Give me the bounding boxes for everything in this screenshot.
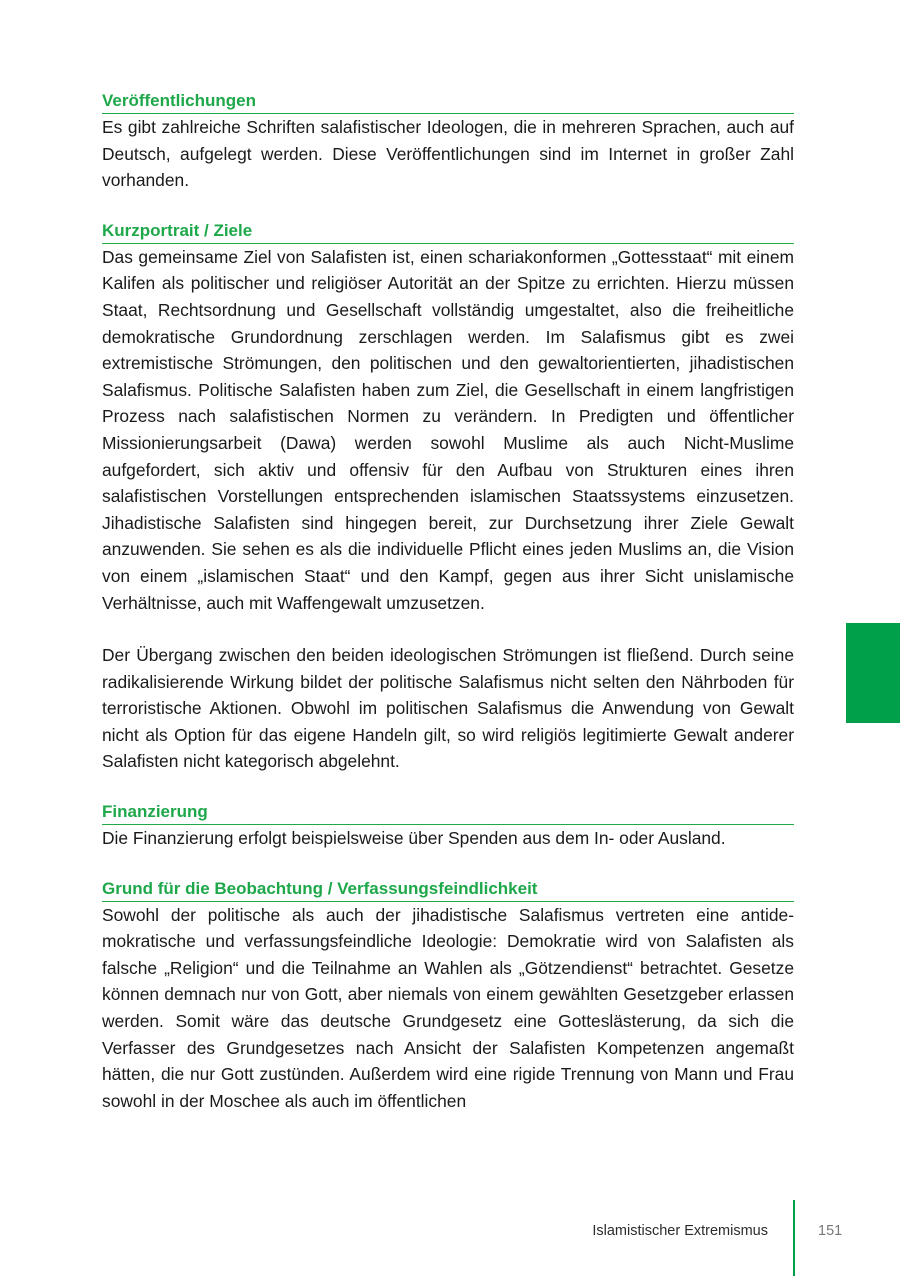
page-number: 151	[818, 1223, 843, 1239]
section-paragraph: Der Übergang zwischen den beiden ideologischen Strömungen ist fließend. Durch seine radikalisierende Wirkung bildet der politische Salafismus nicht selten den Nährboden für terroristische Aktionen. Obwohl im politischen Salafismus die Anwendung von Gewalt nicht als Option für das eigene Handeln gilt, so wird religiös legitimierte Gewalt anderer Salafisten nicht kategorisch abgelehnt.	[102, 645, 794, 772]
section-finanzierung	[102, 801, 794, 852]
section-paragraph: Es gibt zahlreiche Schriften salafistischer Ideologen, die in mehreren Sprachen, auch auf Deutsch, aufgelegt werden. Diese Veröffentlichungen sind im Internet in großer Zahl vorhanden.	[102, 117, 794, 191]
section-paragraph: Das gemeinsame Ziel von Salafisten ist, einen schariakonformen „Gottesstaat“ mit einem Kalifen als politischer und religiöser Autorität an der Spitze zu errichten. Hierzu müssen Staat, Rechtsordnung und Gesellschaft vollständig umgestaltet, also die freiheitliche demokratische Grundordnung zerschlagen werden. Im Salafismus gibt es zwei extremistische Strömungen, den politischen und den gewaltorientierten, jihadistischen Salafismus. Politische Salafisten haben zum Ziel, die Gesellschaft in einem langfristigen Prozess nach salafistischen Normen zu verändern. In Predigten und öffentlicher Missionierungsarbeit (Dawa) werden sowohl Muslime als auch Nicht-Muslime aufgefordert, sich aktiv und offensiv für den Aufbau von Strukturen eines ihren salafistischen Vorstellungen entsprechenden islamischen Staatssystems einzusetzen. Jihadistische Salafisten sind hingegen bereit, zur Durchsetzung ihrer Ziele Gewalt anzuwenden. Sie sehen es als die individuelle Pflicht eines jeden Muslims an, die Vision von einem „islamischen Staat“ und den Kampf, gegen aus ihrer Sicht unislamische Verhältnisse, auch mit Waffengewalt umzusetzen.	[102, 246, 794, 613]
section-veroeffentlichungen	[102, 90, 794, 194]
section-kurzportrait	[102, 220, 794, 775]
section-heading: Veröffentlichungen	[102, 90, 794, 114]
chapter-tab-marker	[846, 623, 900, 723]
section-beobachtung	[102, 878, 794, 1115]
section-heading: Finanzierung	[102, 801, 794, 825]
section-paragraph: Sowohl der politische als auch der jihadistische Salafismus vertreten eine antidemokratische und verfassungsfeindliche Ideologie: Demokratie wird von Salafisten als falsche „Religion“ und die Teilnahme an Wahlen als „Götzendienst“ betrachtet. Gesetze können demnach nur von Gott, aber niemals von einem gewählten Gesetzgeber erlassen werden. Somit wäre das deutsche Grundgesetz eine Gotteslästerung, da sich die Verfasser des Grundgesetzes nach Ansicht der Salafisten Kompetenzen angemaßt hätten, die nur Gott zustünden. Außerdem wird eine rigide Trennung von Mann und Frau sowohl in der Moschee als auch im öffentlichen	[102, 904, 794, 1111]
section-paragraph: Die Finanzierung erfolgt beispielsweise über Spenden aus dem In- oder Ausland.	[102, 828, 726, 849]
page-content	[102, 90, 794, 1114]
footer-chapter-title: Islamistischer Extremismus	[592, 1223, 768, 1239]
section-heading: Kurzportrait / Ziele	[102, 220, 794, 244]
section-heading: Grund für die Beobachtung / Verfassungsfeindlichkeit	[102, 878, 794, 902]
footer-divider	[793, 1200, 795, 1276]
